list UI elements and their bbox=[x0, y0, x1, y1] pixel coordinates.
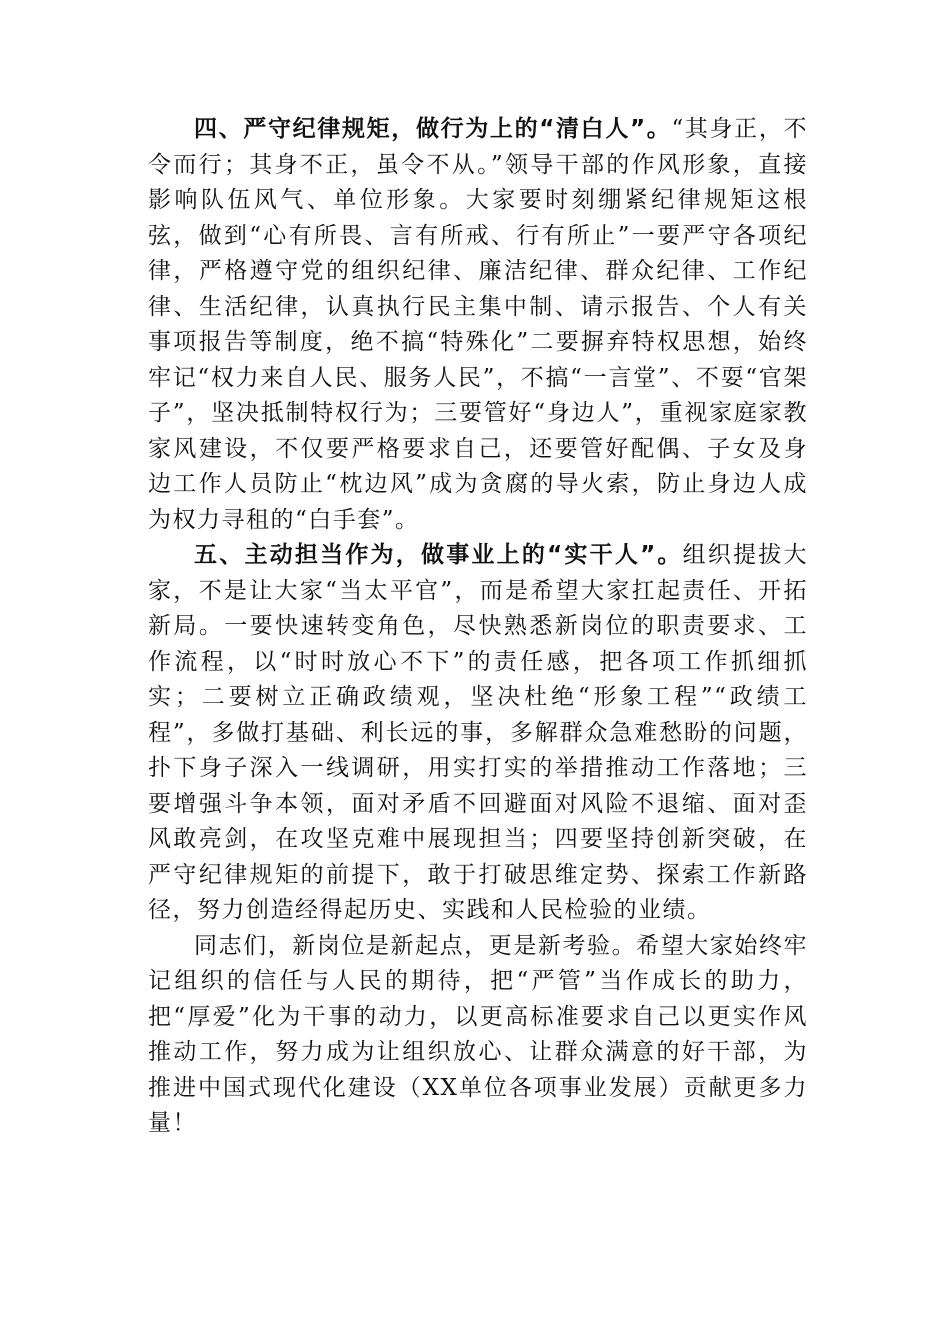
paragraph-body: 同志们，新岗位是新起点，更是新考验。希望大家始终牢记组织的信任与人民的期待，把“严管”当作成长的助力，把“厚爱”化为干事的动力，以更高标准要求自己以更实作风推动工作，努力成为让组织放心、让群众满意的好干部，为推进中国式现代化建设（XX单位各项事业发展）贡献更多力量！ bbox=[148, 932, 808, 1136]
paragraph-heading: 五、主动担当作为，做事业上的“实干人”。 bbox=[194, 542, 683, 568]
paragraph-responsibility bbox=[148, 538, 808, 929]
paragraph-heading: 四、严守纪律规矩，做行为上的“清白人”。 bbox=[194, 116, 672, 142]
paragraph-discipline bbox=[148, 112, 808, 538]
paragraph-body: “其身正，不令而行；其身不正，虽令不从。”领导干部的作风形象，直接影响队伍风气、单位形象。大家要时刻绷紧纪律规矩这根弦，做到“心有所畏、言有所戒、行有所止”一要严守各项纪律，严格遵守党的组织纪律、廉洁纪律、群众纪律、工作纪律、生活纪律，认真执行民主集中制、请示报告、个人有关事项报告等制度，绝不搞“特殊化”二要摒弃特权思想，始终牢记“权力来自人民、服务人民”，不搞“一言堂”、不耍“官架子”，坚决抵制特权行为；三要管好“身边人”，重视家庭家教家风建设，不仅要严格要求自己，还要管好配偶、子女及身边工作人员防止“枕边风”成为贪腐的导火索，防止身边人成为权力寻租的“白手套”。 bbox=[148, 116, 808, 533]
document-page bbox=[148, 112, 808, 1142]
paragraph-body: 组织提拔大家，不是让大家“当太平官”，而是希望大家扛起责任、开拓新局。一要快速转变角色，尽快熟悉新岗位的职责要求、工作流程，以“时时放心不下”的责任感，把各项工作抓细抓实；二要树立正确政绩观，坚决杜绝“形象工程”“政绩工程”，多做打基础、利长远的事，多解群众急难愁盼的问题，扑下身子深入一线调研，用实打实的举措推动工作落地；三要增强斗争本领，面对矛盾不回避面对风险不退缩、面对歪风敢亮剑，在攻坚克难中展现担当；四要坚持创新突破，在严守纪律规矩的前提下，敢于打破思维定势、探索工作新路径，努力创造经得起历史、实践和人民检验的业绩。 bbox=[148, 542, 809, 923]
paragraph-closing bbox=[148, 929, 808, 1142]
